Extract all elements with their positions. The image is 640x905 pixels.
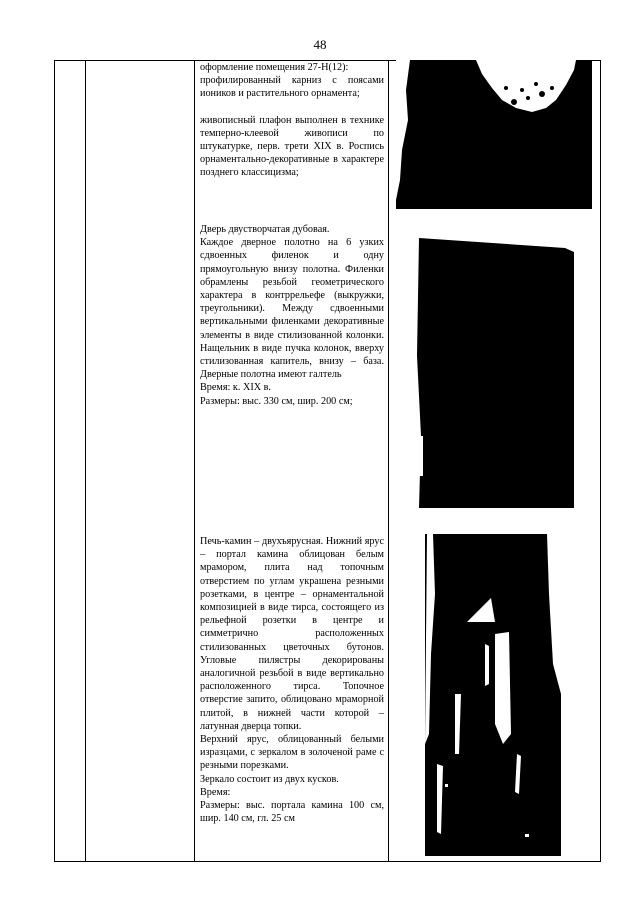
description-line: Время:: [200, 786, 231, 798]
fireplace-photo-image: [425, 534, 561, 856]
column-divider-2: [194, 60, 195, 862]
description-line: Дверь двустворчатая дубовая.: [200, 224, 330, 235]
fireplace-photo: [425, 534, 561, 856]
description-door: [200, 223, 384, 408]
table-bottom-border: [54, 861, 601, 862]
description-line: Размеры: выс. 330 см, шир. 200 см;: [200, 395, 353, 407]
description-line: профилированный карниз с поясами иоников и растительного орнамента;: [200, 75, 384, 100]
description-line: Зеркало состоит из двух кусков.: [200, 773, 339, 785]
description-line: Размеры: выс. портала камина 100 см, шир. 140 см, гл. 25 см: [200, 800, 384, 825]
description-ceiling: [200, 61, 384, 180]
description-line: Верхний ярус, облицованный белыми изразцами, с зеркалом в золоченой раме с резными порезками.: [200, 734, 384, 772]
page-number: 48: [313, 37, 327, 52]
table-right-border: [600, 60, 601, 862]
column-divider-1: [85, 60, 86, 862]
ceiling-photo-image: [396, 60, 592, 209]
description-line: оформление помещения 27-Н(12):: [200, 62, 349, 73]
description-fireplace: [200, 535, 384, 825]
description-spacer: [200, 101, 384, 114]
ceiling-photo: [396, 60, 592, 209]
door-photo-image: [415, 236, 574, 508]
column-divider-3: [388, 60, 389, 862]
description-line: живописный плафон выполнен в технике темперно-клеевой живописи по штукатурке, перв. трети XIX в. Роспись орнаментально-декоративные в характере позднего классицизма;: [200, 114, 384, 179]
table-left-border: [54, 60, 55, 862]
description-line: Каждое дверное полотно на 6 узких сдвоенных филенок и одну прямоугольную внизу полотна. Филенки обрамлены резьбой геометрического характера в контррельефе (выкружки, треугольники). Между сдвоенными вертикальными филенками декоративные элементы в виде стилизованной колонки. Нащельник в виде пучка колонок, вверху стилизованная капитель, внизу – база. Дверные полотна имеют галтель: [200, 237, 384, 381]
description-line: Печь-камин – двухъярусная. Нижний ярус – портал камина облицован белым мрамором, плита над топочным отверстием по углам украшена резными розетками, в центре – орнаментальной композицией в виде тирса, состоящего из рельефной розетки в центре и симметрично расположенных стилизованных цветочных бутонов. Угловые пилястры декорированы аналогичной резьбой в виде вертикально расположенного тирса. Топочное отверстие запито, облицовано мраморной плитой, в нижней части которой – латунная дверца топки.: [200, 536, 384, 732]
description-line: Время: к. XIX в.: [200, 382, 271, 394]
door-photo: [415, 236, 574, 508]
